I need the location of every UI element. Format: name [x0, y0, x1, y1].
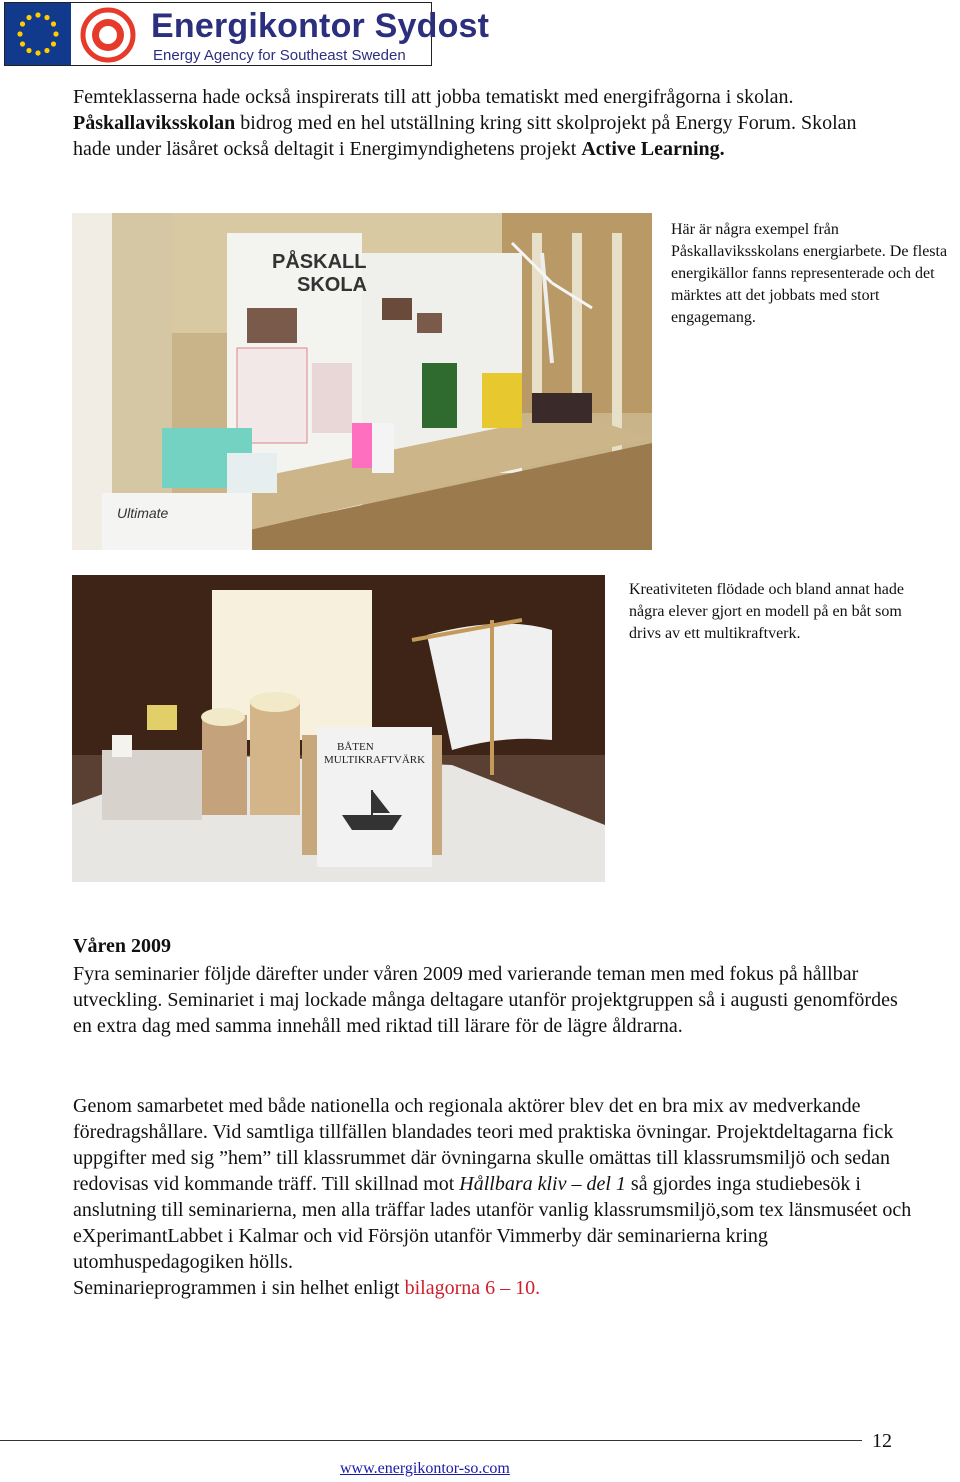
- paragraph-text-continued: så gjordes inga studiebesök i anslutning till seminarierna, men alla träffar lades utanför vanlig klassrumsmiljö,som tex länsmuséet och eXperimantLabbet i Kalmar och vid Försjön utanför Vimmerby där seminarierna kring utomhuspedagogiken hölls.: [73, 1173, 912, 1273]
- footer-divider: [0, 1440, 862, 1441]
- eu-flag-icon: [5, 3, 71, 65]
- page-number: 12: [872, 1430, 892, 1452]
- poster-text-a: PÅSKALL: [272, 251, 367, 273]
- energy-sun-logo-icon: [79, 7, 137, 63]
- photo-caption-2: Kreativiteten flödade och bland annat hade några elever gjort en modell på en båt som drivs av ett multikraftverk.: [629, 581, 904, 642]
- paragraph-text: Genom samarbetet med både nationella och regionala aktörer blev det en bra mix av medverkande föredragshållare. Vid samtliga tillfällen blandades teori med praktiska övningar. Projektdeltagarna fick uppgifter med sig ”hem” till klassrummet där övningarna skulle omättas till klassrumsmiljö och sedan redovisas vid kommande träff. Till skillnad mot: [73, 1095, 894, 1195]
- intro-text-continued: bidrog med en hel utställning kring sitt skolprojekt på Energy Forum. Skolan hade under läsåret också deltagit i Energimyndighetens projekt: [73, 112, 857, 160]
- header-logo: [4, 2, 490, 66]
- appendix-reference-text: Seminarieprogrammen i sin helhet enligt: [73, 1277, 405, 1299]
- photo-caption-1: Här är några exempel från Påskallaviksskolans energiarbete. De flesta energikällor fanns representerade och det märktes att det jobbats med stort engagemang.: [671, 221, 948, 326]
- section-paragraph-2: [73, 1093, 913, 1301]
- label-card-text: Ultimate: [117, 505, 169, 521]
- school-name: Påskallaviksskolan: [73, 112, 236, 134]
- brand-name: Energikontor Sydost: [151, 7, 490, 45]
- project-title-italic: Hållbara kliv – del 1: [459, 1173, 626, 1195]
- sign-title-a: BÅTEN: [337, 741, 374, 753]
- exhibition-photo: [72, 213, 652, 550]
- footer-website-link[interactable]: www.energikontor-so.com: [340, 1460, 510, 1477]
- section-paragraph-1: Fyra seminarier följde därefter under våren 2009 med varierande teman men med fokus på hållbar utveckling. Seminariet i maj lockade många deltagare utanför projektgruppen så i augusti genomfördes en extra dag med samma innehåll med riktad till lärare för de lägre åldrarna.: [73, 963, 898, 1037]
- brand-subtitle: Energy Agency for Southeast Sweden: [153, 47, 406, 64]
- project-name: Active Learning.: [581, 138, 725, 160]
- intro-text: Femteklasserna hade också inspirerats till att jobba tematiskt med energifrågorna i skolan.: [73, 86, 794, 108]
- boat-model-photo: [72, 575, 605, 882]
- section-title: Våren 2009: [73, 935, 171, 957]
- appendix-link[interactable]: bilagorna 6 – 10.: [404, 1277, 541, 1299]
- poster-text-b: SKOLA: [297, 274, 367, 296]
- intro-paragraph: [73, 84, 893, 162]
- sign-title-b: MULTIKRAFTVÄRK: [324, 754, 426, 766]
